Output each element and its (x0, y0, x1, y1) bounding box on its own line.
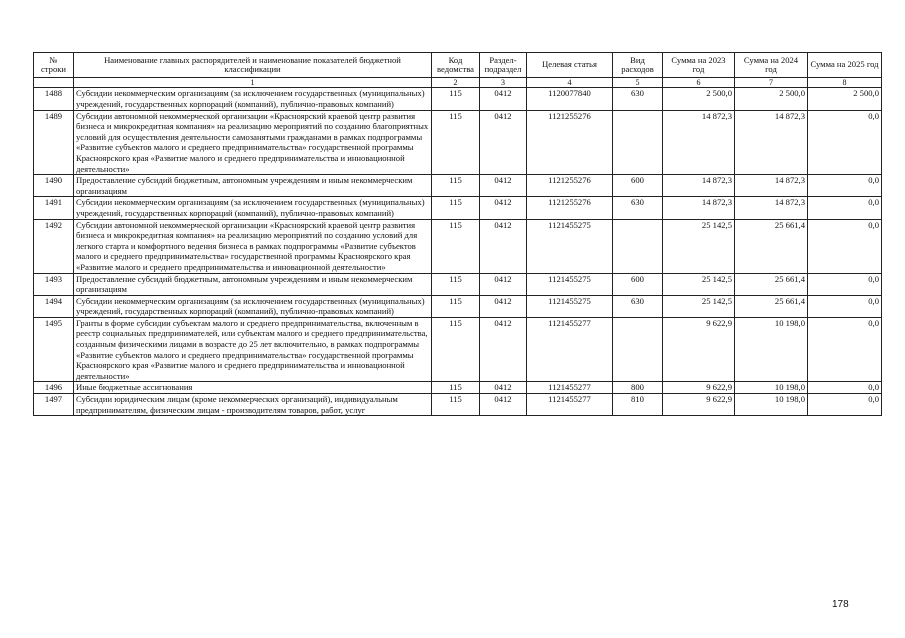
cell-name: Гранты в форме субсидии субъектам малого и среднего предпринимательства, включенным в реестр социальных предпринимателей, или субъектам малого и среднего предпринимательства, созданным физическими лицами в возрасте до 25 лет включительно, в рамках подпрограммы «Развитие субъектов малого и среднего предпринимательства» государственной программы Красноярского края «Развитие малого и среднего предпринимательства и инновационной деятельности» (74, 317, 432, 382)
cell-exp-type: 810 (613, 394, 663, 416)
cell-sum-2025: 0,0 (808, 175, 882, 197)
cell-target: 1121455277 (527, 382, 613, 394)
cell-name: Субсидии юридическим лицам (кроме некоммерческих организаций), индивидуальным предпринимателям, физическим лицам - производителям товаров, работ, услуг (74, 394, 432, 416)
cell-target: 1120077840 (527, 88, 613, 110)
cell-sum-2025: 2 500,0 (808, 88, 882, 110)
table-row (34, 175, 882, 197)
cell-dept-code: 115 (432, 175, 480, 197)
cell-row-no: 1491 (34, 197, 74, 219)
cell-target: 1121255276 (527, 197, 613, 219)
cell-sum-2023: 9 622,9 (663, 394, 735, 416)
cell-row-no: 1496 (34, 382, 74, 394)
cell-row-no: 1494 (34, 295, 74, 317)
cell-sum-2024: 25 661,4 (735, 273, 808, 295)
column-number-blank (34, 78, 74, 88)
header-dept-code: Код ведомства (432, 53, 480, 78)
cell-sum-2023: 14 872,3 (663, 175, 735, 197)
header-row-no: № строки (34, 53, 74, 78)
cell-dept-code: 115 (432, 197, 480, 219)
column-number: 4 (527, 78, 613, 88)
cell-sum-2024: 14 872,3 (735, 197, 808, 219)
cell-target: 1121255276 (527, 110, 613, 175)
cell-target: 1121455277 (527, 317, 613, 382)
cell-section: 0412 (480, 110, 527, 175)
cell-sum-2025: 0,0 (808, 295, 882, 317)
column-number: 6 (663, 78, 735, 88)
cell-section: 0412 (480, 382, 527, 394)
cell-sum-2025: 0,0 (808, 197, 882, 219)
cell-dept-code: 115 (432, 295, 480, 317)
cell-sum-2024: 25 661,4 (735, 219, 808, 273)
cell-target: 1121455275 (527, 219, 613, 273)
table-row (34, 110, 882, 175)
cell-name: Субсидии некоммерческим организациям (за исключением государственных (муниципальных) учреждений, государственных корпораций (компаний), публично-правовых компаний) (74, 197, 432, 219)
cell-section: 0412 (480, 88, 527, 110)
cell-row-no: 1493 (34, 273, 74, 295)
cell-name: Предоставление субсидий бюджетным, автономным учреждениям и иным некоммерческим организациям (74, 175, 432, 197)
cell-target: 1121255276 (527, 175, 613, 197)
cell-name: Субсидии автономной некоммерческой организации «Красноярский краевой центр развития бизнеса и микрокредитная компания» на реализацию мероприятий по созданию условий для легкого старта и комфортного ведения бизнеса в рамках подпрограммы «Развитие субъектов малого и среднего предпринимательства» государственной программы Красноярского края «Развитие малого и среднего предпринимательства и инновационной деятельности» (74, 219, 432, 273)
column-number: 7 (735, 78, 808, 88)
cell-row-no: 1495 (34, 317, 74, 382)
cell-target: 1121455275 (527, 273, 613, 295)
column-number: 8 (808, 78, 882, 88)
page-number: 178 (832, 599, 849, 610)
cell-sum-2025: 0,0 (808, 394, 882, 416)
column-number: 2 (432, 78, 480, 88)
table-row (34, 197, 882, 219)
cell-section: 0412 (480, 273, 527, 295)
cell-sum-2024: 10 198,0 (735, 317, 808, 382)
cell-name: Субсидии некоммерческим организациям (за исключением государственных (муниципальных) учреждений, государственных корпораций (компаний), публично-правовых компаний) (74, 295, 432, 317)
cell-row-no: 1492 (34, 219, 74, 273)
table-row (34, 295, 882, 317)
table-row (34, 394, 882, 416)
cell-sum-2023: 2 500,0 (663, 88, 735, 110)
cell-exp-type: 630 (613, 88, 663, 110)
cell-sum-2023: 9 622,9 (663, 382, 735, 394)
header-exp-type: Вид расходов (613, 53, 663, 78)
cell-section: 0412 (480, 295, 527, 317)
table-row (34, 317, 882, 382)
cell-section: 0412 (480, 394, 527, 416)
header-row (34, 53, 882, 78)
cell-sum-2024: 2 500,0 (735, 88, 808, 110)
cell-exp-type (613, 110, 663, 175)
cell-sum-2025: 0,0 (808, 110, 882, 175)
cell-sum-2025: 0,0 (808, 382, 882, 394)
header-target: Целевая статья (527, 53, 613, 78)
cell-dept-code: 115 (432, 219, 480, 273)
cell-row-no: 1489 (34, 110, 74, 175)
header-name: Наименование главных распорядителей и наименование показателей бюджетной классификации (74, 53, 432, 78)
cell-exp-type: 800 (613, 382, 663, 394)
cell-target: 1121455275 (527, 295, 613, 317)
table-row (34, 219, 882, 273)
cell-row-no: 1490 (34, 175, 74, 197)
table-row (34, 88, 882, 110)
cell-dept-code: 115 (432, 110, 480, 175)
cell-name: Иные бюджетные ассигнования (74, 382, 432, 394)
cell-sum-2024: 10 198,0 (735, 382, 808, 394)
cell-dept-code: 115 (432, 88, 480, 110)
column-number: 5 (613, 78, 663, 88)
cell-dept-code: 115 (432, 394, 480, 416)
cell-name: Предоставление субсидий бюджетным, автономным учреждениям и иным некоммерческим организациям (74, 273, 432, 295)
header-sum-2024: Сумма на 2024 год (735, 53, 808, 78)
cell-exp-type (613, 317, 663, 382)
table-body (34, 88, 882, 416)
table-row (34, 382, 882, 394)
cell-dept-code: 115 (432, 273, 480, 295)
cell-sum-2023: 9 622,9 (663, 317, 735, 382)
cell-sum-2024: 14 872,3 (735, 110, 808, 175)
cell-sum-2023: 25 142,5 (663, 273, 735, 295)
cell-section: 0412 (480, 317, 527, 382)
cell-section: 0412 (480, 197, 527, 219)
column-number: 3 (480, 78, 527, 88)
cell-sum-2025: 0,0 (808, 273, 882, 295)
cell-sum-2024: 25 661,4 (735, 295, 808, 317)
cell-dept-code: 115 (432, 382, 480, 394)
cell-section: 0412 (480, 175, 527, 197)
header-sum-2025: Сумма на 2025 год (808, 53, 882, 78)
cell-sum-2025: 0,0 (808, 317, 882, 382)
cell-name: Субсидии некоммерческим организациям (за исключением государственных (муниципальных) учреждений, государственных корпораций (компаний), публично-правовых компаний) (74, 88, 432, 110)
column-number: 1 (74, 78, 432, 88)
header-section: Раздел-подраздел (480, 53, 527, 78)
cell-sum-2025: 0,0 (808, 219, 882, 273)
cell-sum-2024: 14 872,3 (735, 175, 808, 197)
cell-exp-type: 630 (613, 295, 663, 317)
table-row (34, 273, 882, 295)
cell-target: 1121455277 (527, 394, 613, 416)
cell-exp-type: 600 (613, 273, 663, 295)
cell-exp-type (613, 219, 663, 273)
cell-sum-2023: 25 142,5 (663, 295, 735, 317)
header-sum-2023: Сумма на 2023 год (663, 53, 735, 78)
cell-sum-2023: 25 142,5 (663, 219, 735, 273)
cell-row-no: 1488 (34, 88, 74, 110)
cell-exp-type: 600 (613, 175, 663, 197)
cell-name: Субсидии автономной некоммерческой организации «Красноярский краевой центр развития бизнеса и микрокредитная компания» на реализацию мероприятий по созданию благоприятных условий для осуществления деятельности самозанятыми гражданами в рамках подпрограммы «Развитие субъектов малого и среднего предпринимательства» государственной программы Красноярского края «Развитие малого и среднего предпринимательства и инновационной деятельности» (74, 110, 432, 175)
cell-dept-code: 115 (432, 317, 480, 382)
cell-sum-2023: 14 872,3 (663, 110, 735, 175)
budget-table (33, 52, 882, 416)
cell-section: 0412 (480, 219, 527, 273)
column-number-row (34, 78, 882, 88)
cell-exp-type: 630 (613, 197, 663, 219)
cell-sum-2023: 14 872,3 (663, 197, 735, 219)
cell-sum-2024: 10 198,0 (735, 394, 808, 416)
cell-row-no: 1497 (34, 394, 74, 416)
